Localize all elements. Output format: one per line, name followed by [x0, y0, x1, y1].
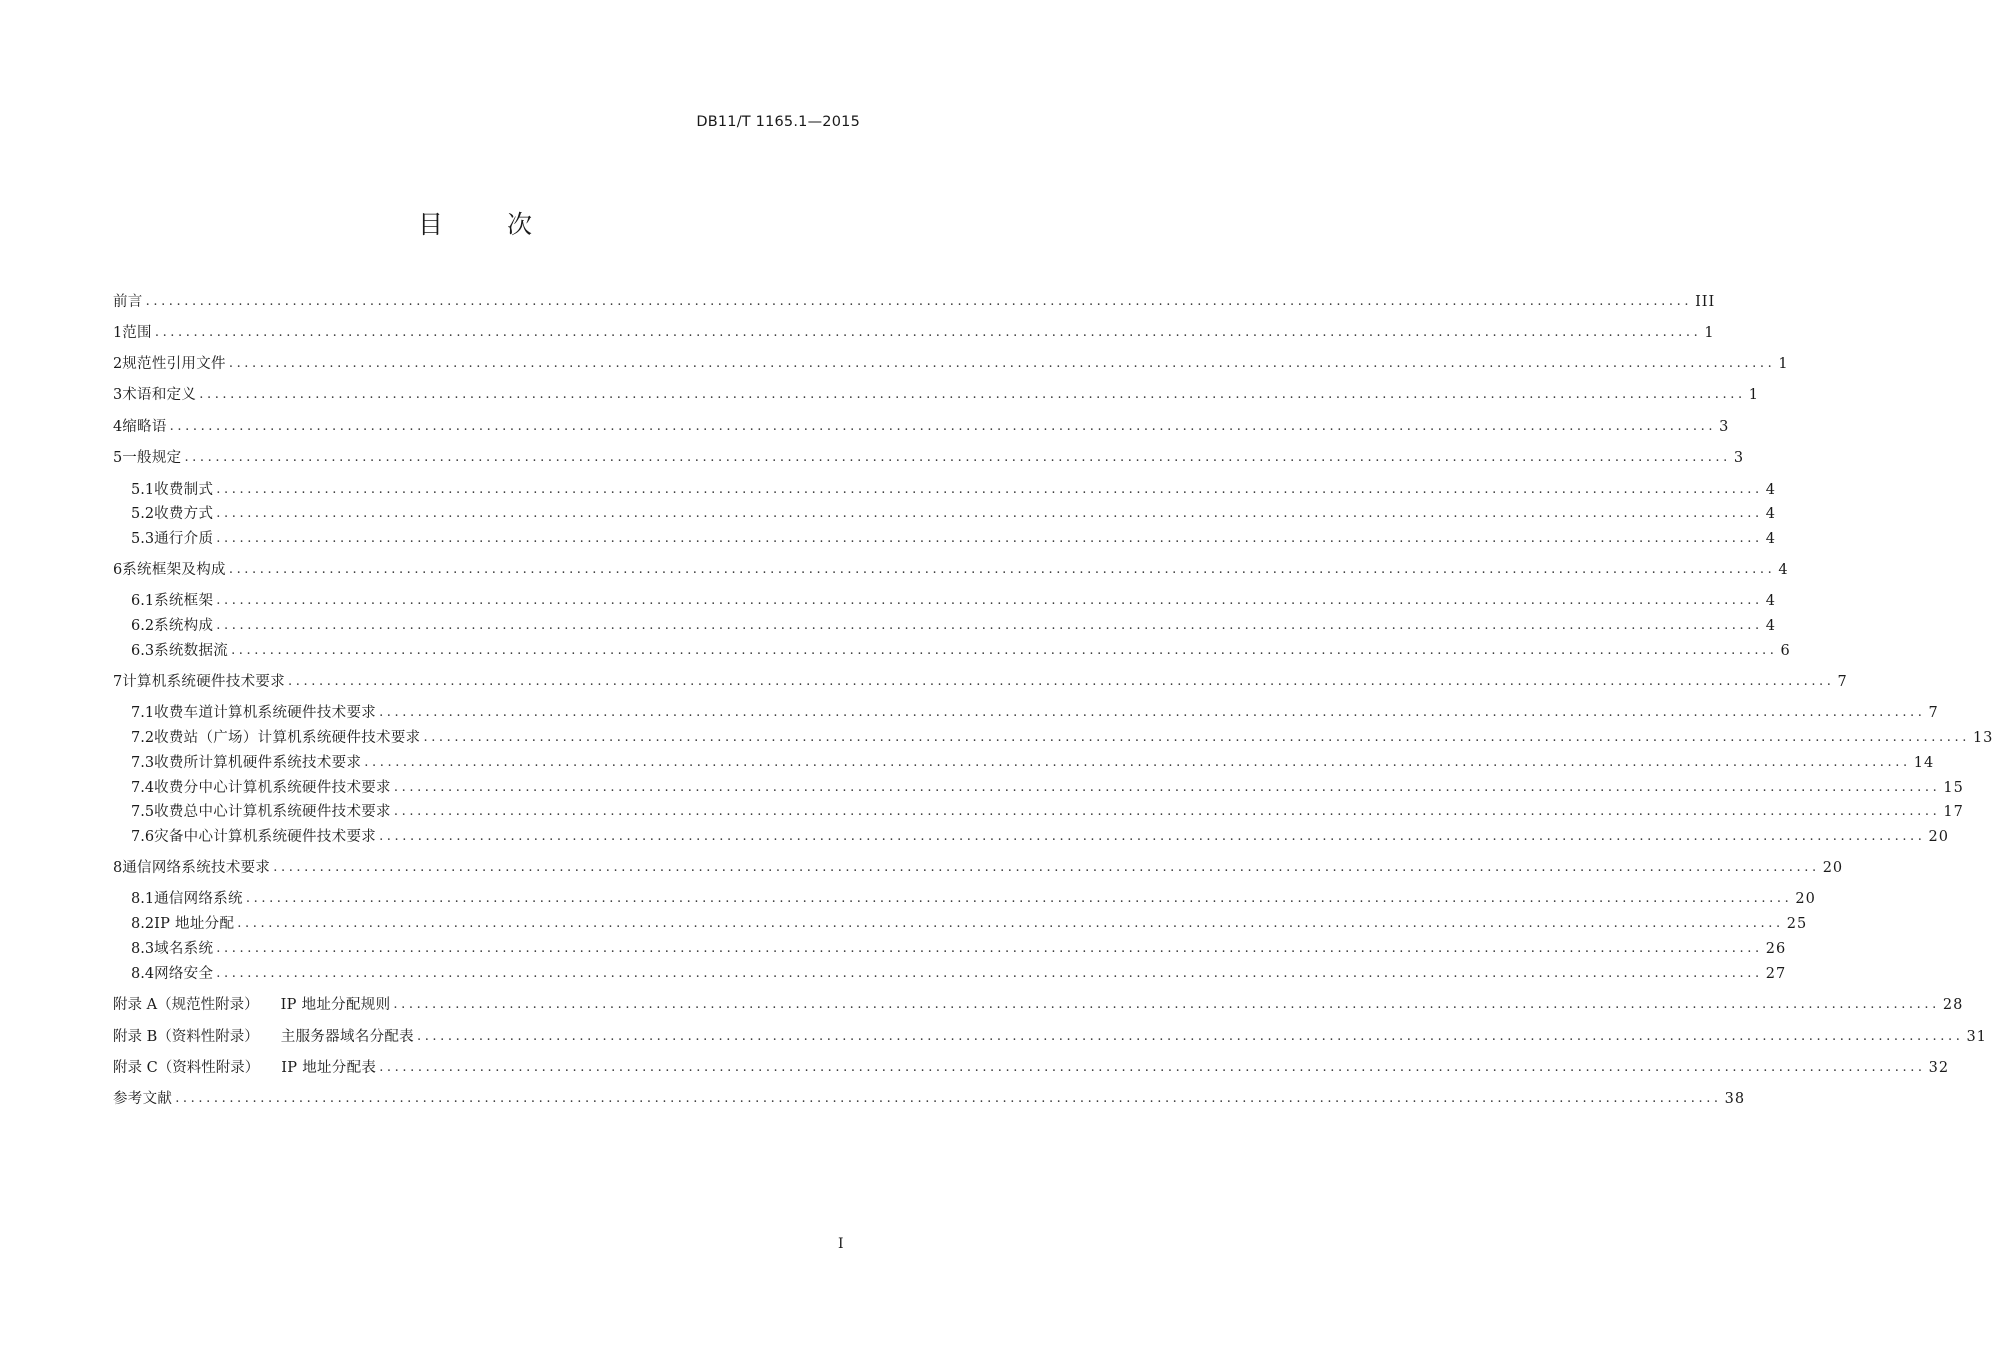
dot-leader: ........................................................................................................................................................................................................: [216, 531, 1763, 546]
toc-entry-label: 收费站（广场）计算机系统硬件技术要求: [154, 730, 421, 746]
dot-leader: ........................................................................................................................................................................................................: [237, 916, 1784, 931]
toc-entry-number: 6.2: [131, 618, 155, 634]
toc-entry-label: 收费分中心计算机系统硬件技术要求: [154, 780, 391, 796]
toc-entry-number: 附录 A（规范性附录）: [113, 997, 259, 1013]
toc-entry[interactable]: [131, 774, 1964, 798]
toc-entry-label: 系统框架: [154, 593, 214, 609]
toc-entry-page: 26: [1765, 941, 1787, 957]
toc-entry-number: 2: [113, 356, 123, 372]
toc-entry-page: 13: [1972, 730, 1993, 746]
dot-leader: ........................................................................................................................................................................................................: [169, 419, 1717, 434]
toc-entry-number: 7.5: [131, 804, 155, 820]
toc-entry[interactable]: [113, 444, 1745, 468]
toc-entry-number: 8.4: [131, 966, 155, 982]
toc-entry-number: 7.3: [131, 755, 155, 771]
toc-entry-page: 6: [1780, 643, 1791, 659]
toc-entry-page: 32: [1928, 1060, 1950, 1076]
toc-entry[interactable]: [131, 749, 1935, 773]
toc-entry-label: 域名系统: [154, 941, 214, 957]
dot-leader: ........................................................................................................................................................................................................: [199, 387, 1746, 402]
toc-entry[interactable]: [113, 556, 1789, 580]
toc-entry-page: 4: [1778, 562, 1789, 578]
toc-entry[interactable]: [131, 910, 1808, 934]
toc-entry-page: 1: [1748, 387, 1759, 403]
toc-entry[interactable]: [113, 1085, 1746, 1109]
toc-entry-page: 3: [1719, 419, 1730, 435]
toc-entry-page: 20: [1822, 860, 1844, 876]
toc-entry-label: 系统构成: [154, 618, 214, 634]
dot-leader: ........................................................................................................................................................................................................: [245, 891, 1793, 906]
dot-leader: ........................................................................................................................................................................................................: [145, 294, 1693, 309]
toc-entry-label: IP 地址分配规则: [280, 997, 391, 1013]
toc-entry-label: 收费方式: [154, 506, 214, 522]
toc-entry[interactable]: [113, 381, 1759, 405]
toc-entry[interactable]: [113, 288, 1716, 312]
toc-entry-label: 通信网络系统: [154, 891, 243, 907]
toc-entry-number: 附录 C（资料性附录）: [113, 1060, 260, 1076]
dot-leader: ........................................................................................................................................................................................................: [364, 755, 1911, 770]
toc-entry-number: 7.2: [131, 730, 155, 746]
page-number: I: [838, 1236, 844, 1252]
toc-entry-number: 4: [113, 419, 123, 435]
toc-entry[interactable]: [131, 798, 1964, 822]
toc-entry[interactable]: [113, 1054, 1950, 1078]
dot-leader: ........................................................................................................................................................................................................: [416, 1029, 1964, 1044]
dot-leader: ........................................................................................................................................................................................................: [423, 730, 1970, 745]
toc-entry-label: 一般规定: [122, 450, 182, 466]
toc-entry-label: 系统框架及构成: [122, 562, 226, 578]
toc-entry-label: 参考文献: [113, 1091, 173, 1107]
toc-entry-number: 5.1: [131, 482, 155, 498]
toc-entry-page: 25: [1786, 916, 1808, 932]
dot-leader: ........................................................................................................................................................................................................: [175, 1091, 1722, 1106]
toc-entry-number: 7.6: [131, 829, 155, 845]
toc-entry[interactable]: [131, 935, 1787, 959]
document-code: DB11/T 1165.1—2015: [696, 114, 860, 130]
toc-entry-label: 术语和定义: [122, 387, 197, 403]
toc-entry-number: 3: [113, 387, 123, 403]
toc-entry[interactable]: [131, 525, 1776, 549]
toc-entry[interactable]: [113, 668, 1848, 692]
dot-leader: ........................................................................................................................................................................................................: [228, 562, 1776, 577]
toc-entry-label: 范围: [122, 325, 152, 341]
toc-entry-label: 收费所计算机硬件系统技术要求: [154, 755, 362, 771]
toc-entry[interactable]: [131, 587, 1776, 611]
dot-leader: ........................................................................................................................................................................................................: [216, 966, 1763, 981]
toc-entry-page: 38: [1724, 1091, 1746, 1107]
toc-entry[interactable]: [113, 854, 1844, 878]
page-title: 目 次: [418, 210, 560, 239]
toc-entry-page: 7: [1837, 674, 1848, 690]
dot-leader: ........................................................................................................................................................................................................: [216, 941, 1763, 956]
dot-leader: ........................................................................................................................................................................................................: [393, 804, 1941, 819]
toc-entry-number: 6: [113, 562, 123, 578]
toc-entry[interactable]: [113, 319, 1715, 343]
toc-entry-label: 灾备中心计算机系统硬件技术要求: [154, 829, 377, 845]
toc-entry[interactable]: [113, 350, 1789, 374]
toc-entry-page: 27: [1765, 966, 1787, 982]
toc-entry-page: 4: [1765, 593, 1776, 609]
dot-leader: ........................................................................................................................................................................................................: [393, 997, 1940, 1012]
dot-leader: ........................................................................................................................................................................................................: [216, 506, 1763, 521]
toc-entry-number: 5.2: [131, 506, 155, 522]
dot-leader: ........................................................................................................................................................................................................: [393, 780, 1941, 795]
toc-entry[interactable]: [131, 612, 1776, 636]
toc-entry-page: 14: [1913, 755, 1935, 771]
toc-entry-number: 8.1: [131, 891, 155, 907]
toc-entry-label: IP 地址分配: [154, 916, 235, 932]
toc-entry-page: 3: [1733, 450, 1745, 466]
toc-entry[interactable]: [131, 885, 1816, 909]
toc-entry-page: 17: [1943, 804, 1964, 820]
toc-entry-label: 收费车道计算机系统硬件技术要求: [154, 705, 377, 721]
toc-entry-label: 网络安全: [154, 966, 214, 982]
toc-entry-number: 5.3: [131, 531, 155, 547]
dot-leader: ........................................................................................................................................................................................................: [216, 482, 1763, 497]
toc-entry[interactable]: [131, 637, 1791, 661]
toc-entry-page: 4: [1765, 618, 1776, 634]
toc-entry-label: 规范性引用文件: [122, 356, 226, 372]
dot-leader: ........................................................................................................................................................................................................: [288, 674, 1835, 689]
toc-entry-number: 7.1: [131, 705, 155, 721]
toc-entry[interactable]: [131, 476, 1776, 500]
dot-leader: ........................................................................................................................................................................................................: [379, 829, 1926, 844]
toc-entry-number: 6.1: [131, 593, 155, 609]
toc-entry-label: 通信网络系统技术要求: [122, 860, 271, 876]
toc-entry-label: 缩略语: [122, 419, 167, 435]
dot-leader: ........................................................................................................................................................................................................: [231, 643, 1778, 658]
toc-entry-number: 7.4: [131, 780, 155, 796]
toc-entry[interactable]: [131, 699, 1939, 723]
toc-entry-number: 8: [113, 860, 123, 876]
dot-leader: ........................................................................................................................................................................................................: [216, 618, 1763, 633]
toc-entry[interactable]: [113, 991, 1964, 1015]
toc-entry[interactable]: [131, 724, 1993, 748]
dot-leader: ........................................................................................................................................................................................................: [184, 450, 1731, 465]
toc-entry-number: 5: [113, 450, 123, 466]
toc-entry-number: 8.3: [131, 941, 155, 957]
toc-entry-page: 4: [1765, 506, 1776, 522]
toc-entry-page: 15: [1943, 780, 1964, 796]
toc-entry-label: IP 地址分配表: [281, 1060, 377, 1076]
toc-entry-number: 1: [113, 325, 123, 341]
toc-entry-label: 收费总中心计算机系统硬件技术要求: [154, 804, 391, 820]
toc-entry-label: 计算机系统硬件技术要求: [122, 674, 286, 690]
toc-entry-page: 31: [1966, 1029, 1987, 1045]
dot-leader: ........................................................................................................................................................................................................: [154, 325, 1702, 340]
toc-entry-label: 通行介质: [154, 531, 214, 547]
toc-entry[interactable]: [113, 1023, 1987, 1047]
toc-entry[interactable]: [113, 413, 1730, 437]
dot-leader: ........................................................................................................................................................................................................: [379, 705, 1926, 720]
toc-entry-number: 7: [113, 674, 123, 690]
toc-entry-page: 7: [1928, 705, 1939, 721]
toc-entry[interactable]: [131, 960, 1787, 984]
toc-entry-page: 20: [1928, 829, 1949, 845]
dot-leader: ........................................................................................................................................................................................................: [228, 356, 1776, 371]
toc-entry-page: 1: [1778, 356, 1789, 372]
toc-entry-label: 前言: [113, 294, 143, 310]
toc-entry-number: 6.3: [131, 643, 155, 659]
toc-entry-page: 1: [1704, 325, 1715, 341]
toc-entry-number: 附录 B（资料性附录）: [113, 1029, 259, 1045]
toc-entry-label: 系统数据流: [154, 643, 229, 659]
toc-entry-number: 8.2: [131, 916, 155, 932]
toc-entry-page: 28: [1942, 997, 1964, 1013]
toc-entry-page: III: [1695, 294, 1716, 310]
toc-entry-page: 4: [1765, 531, 1776, 547]
toc-entry-label: 收费制式: [154, 482, 214, 498]
dot-leader: ........................................................................................................................................................................................................: [273, 860, 1820, 875]
toc-entry-page: 20: [1795, 891, 1816, 907]
dot-leader: ........................................................................................................................................................................................................: [216, 593, 1763, 608]
toc-entry-page: 4: [1765, 482, 1776, 498]
toc-entry-label: 主服务器域名分配表: [280, 1029, 414, 1045]
dot-leader: ........................................................................................................................................................................................................: [379, 1060, 1926, 1075]
toc-entry[interactable]: [131, 500, 1776, 524]
toc-entry[interactable]: [131, 823, 1949, 847]
